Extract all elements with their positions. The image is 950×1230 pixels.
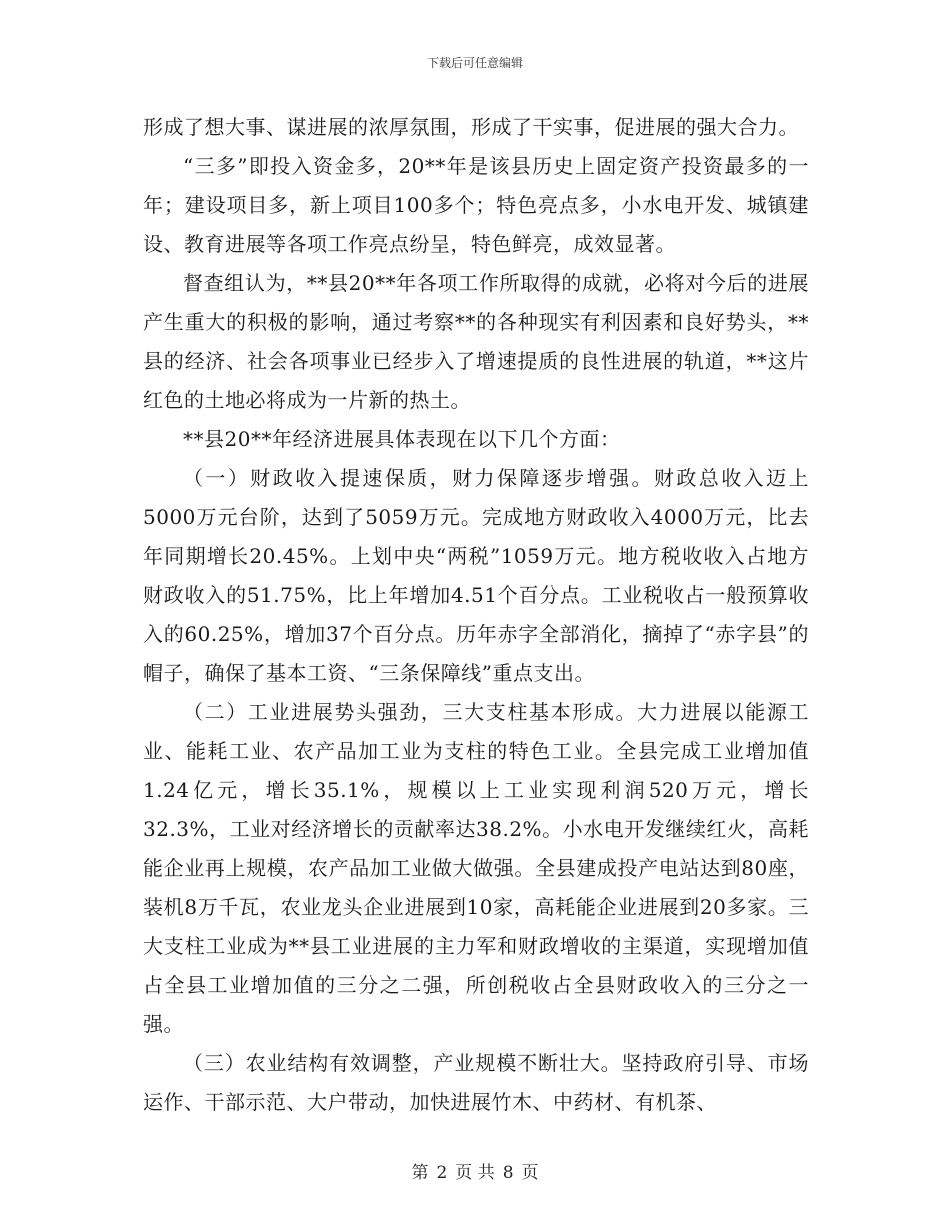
paragraph: 督查组认为，**县20**年各项工作所取得的成就，必将对今后的进展产生重大的积极的影响，通过考察**的各种现实有利因素和良好势头，**县的经济、社会各项事业已经步入了增速提质的良性进展的轨道，**这片红色的土地必将成为一片新的热土。 (143, 271, 809, 412)
paragraph: （一）财政收入提速保质，财力保障逐步增强。财政总收入迈上5000万元台阶，达到了5059万元。完成地方财政收入4000万元，比去年同期增长20.45%。上划中央“两税”1059万元。地方税收收入占地方财政收入的51.75%，比上年增加4.51个百分点。工业税收占一般预算收入的60.25%，增加37个百分点。历年赤字全部消化，摘掉了“赤字县”的帽子，确保了基本工资、“三条保障线”重点支出。 (143, 466, 809, 685)
paragraph: **县20**年经济进展具体表现在以下几个方面： (183, 427, 621, 451)
footer-suffix: 页 (521, 1163, 539, 1183)
page-number: 2 (436, 1163, 448, 1183)
footer-middle: 页 共 (455, 1163, 495, 1183)
page-footer (0, 1158, 950, 1183)
paragraph: （二）工业进展势头强劲，三大支柱基本形成。大力进展以能源工业、能耗工业、农产品加工业为支柱的特色工业。全县完成工业增加值1.24亿元，增长35.1%，规模以上工业实现利润520万元，增长32.3%，工业对经济增长的贡献率达38.2%。小水电开发继续红火，高耗能企业再上规模，农产品加工业做大做强。全县建成投产电站达到80座，装机8万千瓦，农业龙头企业进展到10家，高耗能企业进展到20多家。三大支柱工业成为**县工业进展的主力军和财政增收的主渠道，实现增加值占全县工业增加值的三分之二强，所创税收占全县财政收入的三分之一强。 (143, 700, 809, 1036)
paragraph: 形成了想大事、谋进展的浓厚氛围，形成了干实事，促进展的强大合力。 (143, 115, 799, 139)
page-header: 下载后可任意编辑 (426, 56, 523, 70)
total-pages: 8 (502, 1163, 514, 1183)
paragraph: （三）农业结构有效调整，产业规模不断壮大。坚持政府引导、市场运作、干部示范、大户带动，加快进展竹木、中药材、有机茶、 (143, 1051, 809, 1114)
footer-prefix: 第 (411, 1163, 429, 1183)
document-body (143, 108, 809, 1122)
paragraph: “三多”即投入资金多，20**年是该县历史上固定资产投资最多的一年；建设项目多，新上项目100多个；特色亮点多，小水电开发、城镇建设、教育进展等各项工作亮点纷呈，特色鲜亮，成效显著。 (143, 154, 809, 256)
